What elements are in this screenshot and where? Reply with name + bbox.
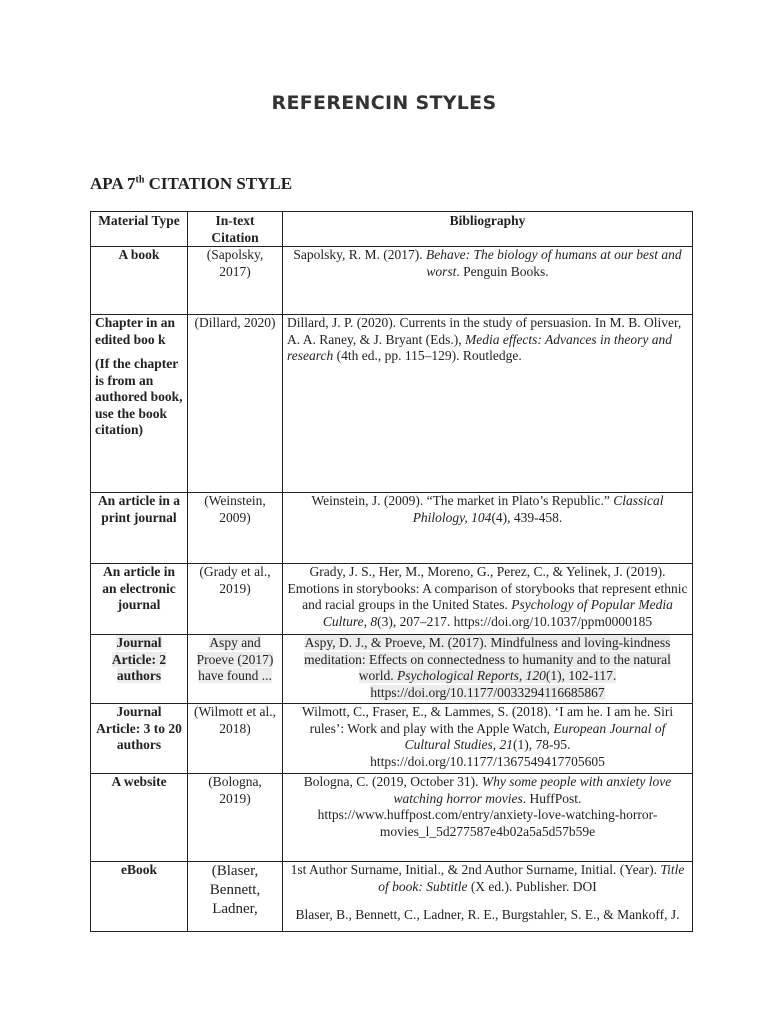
bibliography-cell: Grady, J. S., Her, M., Moreno, G., Perez, C., & Yelinek, J. (2019). Emotions in storybooks: A comparison of storybooks that represent ethnic and racial groups in the United States. Psychology of Popular Media Culture, 8(3), 207–217. https://doi.org/10.1037/ppm0000185 — [283, 564, 693, 635]
header-material-type: Material Type — [91, 212, 188, 247]
bibliography-cell: Wilmott, C., Fraser, E., & Lammes, S. (2018). ‘I am he. I am he. Siri rules’: Work and play with the Apple Watch, European Journal of Cultural Studies, 21(1), 78-95. https://doi.org/10.1177/1367549417705605 — [283, 704, 693, 774]
table-row — [91, 862, 693, 932]
in-text-cell: (Bologna, 2019) — [188, 774, 283, 862]
table-row — [91, 564, 693, 635]
material-type-cell: A book — [91, 247, 188, 315]
bibliography-example: Blaser, B., Bennett, C., Ladner, R. E., Burgstahler, S. E., & Mankoff, J. — [295, 907, 680, 922]
in-text-cell: (Sapolsky, 2017) — [188, 247, 283, 315]
section-heading: APA 7th CITATION STYLE — [90, 174, 293, 193]
bibliography-cell: Sapolsky, R. M. (2017). Behave: The biology of humans at our best and worst. Penguin Books. — [283, 247, 693, 315]
in-text-cell: Aspy and Proeve (2017) have found ... — [188, 635, 283, 704]
table-row — [91, 704, 693, 774]
table-row — [91, 493, 693, 564]
bibliography-cell: Aspy, D. J., & Proeve, M. (2017). Mindfulness and loving-kindness meditation: Effects on connectedness to humanity and to the natural world. Psychological Reports, 120(1), 102-117. https://doi.org/10.1177/0033294116685867 — [283, 635, 693, 704]
in-text-cell: (Dillard, 2020) — [188, 315, 283, 493]
in-text-cell: (Blaser, Bennett, Ladner, — [188, 862, 283, 932]
table-header-row — [91, 212, 693, 247]
header-in-text-citation: In-text Citation — [188, 212, 283, 247]
table-row — [91, 635, 693, 704]
material-type-cell: eBook — [91, 862, 188, 932]
table-row — [91, 315, 693, 493]
bibliography-cell: 1st Author Surname, Initial., & 2nd Author Surname, Initial. (Year). Title of book: Subtitle (X ed.). Publisher. DOI Blaser, B., Bennett, C., Ladner, R. E., Burgstahler, S. E., & Mankoff, J. — [283, 862, 693, 932]
bibliography-cell: Weinstein, J. (2009). “The market in Plato’s Republic.” Classical Philology, 104(4), 439-458. — [283, 493, 693, 564]
material-type-cell: An article in a print journal — [91, 493, 188, 564]
ordinal-superscript: th — [135, 174, 145, 186]
material-note: (If the chapter is from an authored book, use the book citation) — [95, 356, 183, 437]
document-title: REFERENCIN STYLES — [271, 92, 497, 114]
in-text-cell: (Weinstein, 2009) — [188, 493, 283, 564]
material-type-cell: Chapter in an edited boo k (If the chapter is from an authored book, use the book citation) — [91, 315, 188, 493]
in-text-cell: (Grady et al., 2019) — [188, 564, 283, 635]
bibliography-cell: Dillard, J. P. (2020). Currents in the study of persuasion. In M. B. Oliver, A. A. Raney, & J. Bryant (Eds.), Media effects: Advances in theory and research (4th ed., pp. 115–129). Routledge. — [283, 315, 693, 493]
header-bibliography: Bibliography — [283, 212, 693, 247]
in-text-cell: (Wilmott et al., 2018) — [188, 704, 283, 774]
material-type-cell: Journal Article: 3 to 20 authors — [91, 704, 188, 774]
material-type-cell: A website — [91, 774, 188, 862]
citation-table — [90, 211, 693, 932]
table-row — [91, 774, 693, 862]
table-row — [91, 247, 693, 315]
bibliography-cell: Bologna, C. (2019, October 31). Why some people with anxiety love watching horror movies. HuffPost. https://www.huffpost.com/entry/anxiety-love-watching-horror-movies_l_5d277587e4b02a5a5d57b59e — [283, 774, 693, 862]
material-type-cell: An article in an electronic journal — [91, 564, 188, 635]
material-type-cell: Journal Article: 2 authors — [91, 635, 188, 704]
